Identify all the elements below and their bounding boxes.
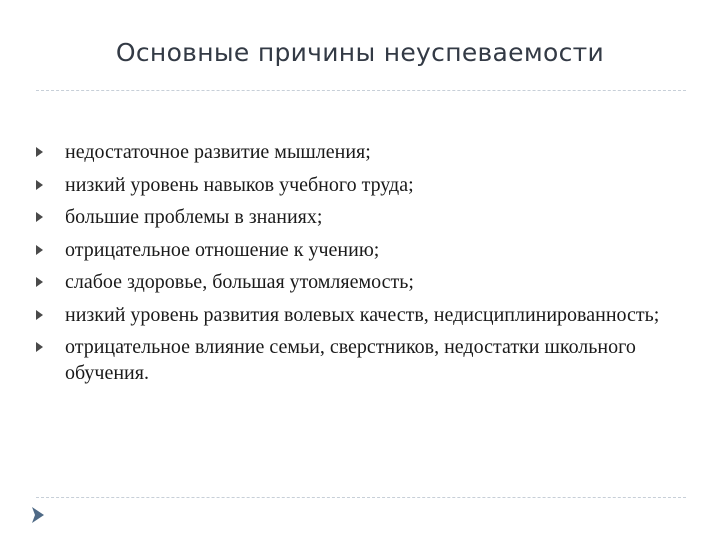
list-item-text: отрицательное отношение к учению; <box>65 238 380 261</box>
list-item-text: низкий уровень навыков учебного труда; <box>65 173 414 196</box>
list-item-text: слабое здоровье, большая утомляемость; <box>65 271 414 293</box>
list-item <box>36 139 676 165</box>
triangle-bullet-icon <box>36 277 43 287</box>
triangle-bullet-icon <box>36 180 43 190</box>
triangle-bullet-icon <box>36 147 43 157</box>
list-item <box>36 302 676 328</box>
footer-divider <box>36 497 686 498</box>
triangle-bullet-icon <box>36 245 43 255</box>
triangle-bullet-icon <box>36 342 43 352</box>
next-slide-arrow-icon[interactable] <box>30 506 46 524</box>
list-item-text: отрицательное влияние семьи, сверстников, недостатки школьного обучения. <box>65 336 636 384</box>
title-divider <box>36 90 686 91</box>
list-item-text: низкий уровень развития волевых качеств, недисциплинированность; <box>65 303 660 326</box>
triangle-bullet-icon <box>36 212 43 222</box>
triangle-bullet-icon <box>36 310 43 320</box>
list-item <box>36 269 676 295</box>
list-item <box>36 237 676 263</box>
list-item <box>36 204 676 230</box>
list-item <box>36 172 676 198</box>
list-item <box>36 334 676 386</box>
list-item-text: недостаточное развитие мышления; <box>65 141 371 163</box>
slide-title: Основные причины неуспеваемости <box>115 38 605 67</box>
list-item-text: большие проблемы в знаниях; <box>65 206 323 228</box>
bullet-list <box>36 139 676 393</box>
